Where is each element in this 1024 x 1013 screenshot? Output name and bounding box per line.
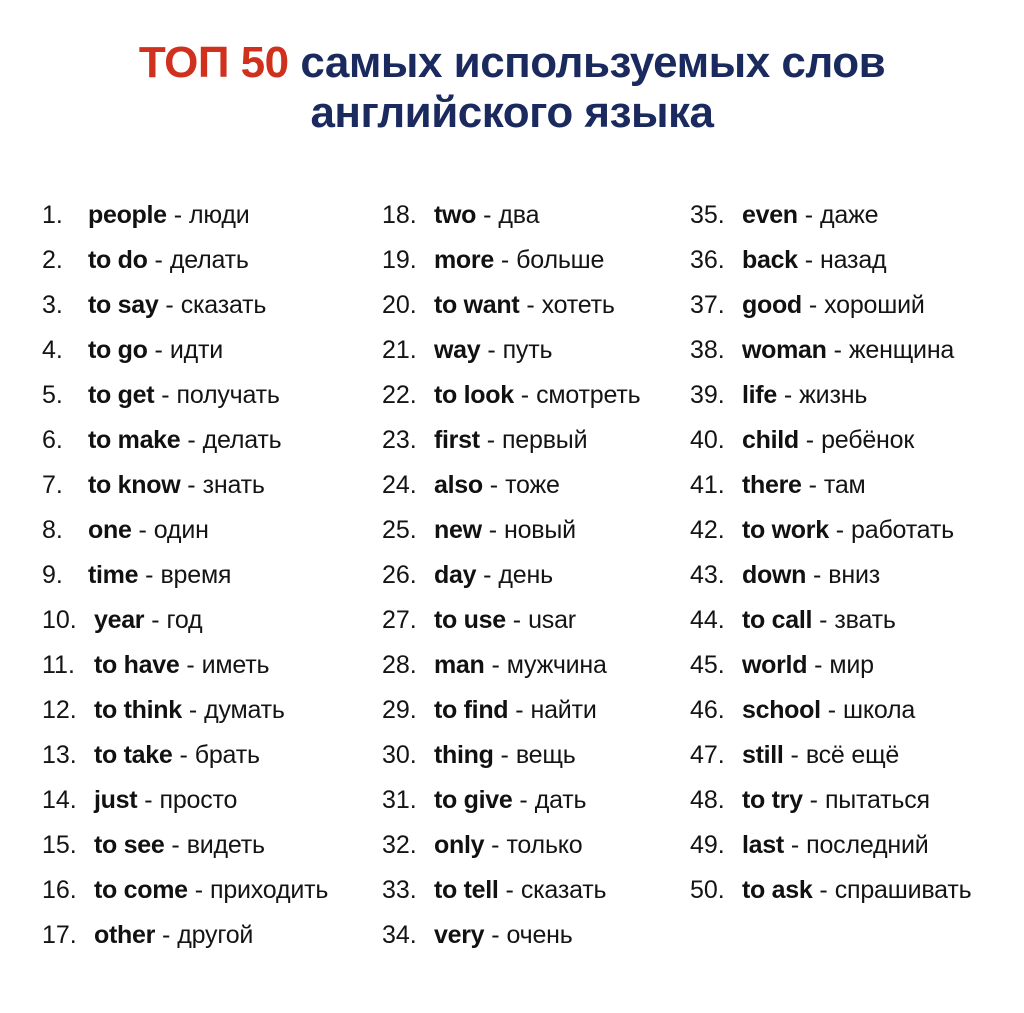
item-number: 9.: [42, 561, 63, 589]
word-separator: -: [833, 336, 842, 364]
word-separator: -: [505, 876, 514, 904]
item-number: 5.: [42, 381, 63, 409]
russian-translation: дать: [534, 786, 587, 814]
item-number: 13.: [42, 741, 77, 769]
item-number: 23.: [382, 426, 417, 454]
english-word: to ask: [742, 876, 813, 904]
word-column-3: [690, 193, 1020, 913]
english-word: to come: [94, 876, 188, 904]
item-number: 26.: [382, 561, 417, 589]
russian-translation: просто: [159, 786, 238, 814]
russian-translation: видеть: [186, 831, 265, 859]
word-separator: -: [526, 291, 535, 319]
item-number: 35.: [690, 201, 725, 229]
item-number: 33.: [382, 876, 417, 904]
english-word: other: [94, 921, 156, 949]
word-separator: -: [805, 426, 815, 454]
word-separator: -: [808, 471, 817, 499]
russian-translation: женщина: [848, 336, 955, 364]
word-list-item: [42, 598, 372, 643]
word-list-item: [382, 553, 712, 598]
item-number: 3.: [42, 291, 63, 319]
russian-translation: спрашивать: [834, 876, 972, 904]
english-word: life: [742, 381, 777, 409]
english-word: one: [88, 516, 132, 544]
item-number: 14.: [42, 786, 77, 814]
word-separator: -: [486, 426, 496, 454]
title-line-2: английского языка: [310, 88, 714, 137]
word-list-item: [690, 778, 1020, 823]
item-number: 37.: [690, 291, 725, 319]
russian-translation: новый: [503, 516, 576, 544]
word-list-item: [382, 328, 712, 373]
word-separator: -: [154, 246, 163, 274]
english-word: to take: [94, 741, 173, 769]
russian-translation: назад: [820, 246, 887, 274]
english-word: to go: [88, 336, 148, 364]
russian-translation: мир: [829, 651, 874, 679]
english-word: world: [742, 651, 808, 679]
english-word: to get: [88, 381, 155, 409]
russian-translation: вещь: [515, 741, 576, 769]
russian-translation: делать: [169, 246, 249, 274]
word-separator: -: [804, 246, 814, 274]
word-column-2: [382, 193, 712, 958]
word-separator: -: [487, 336, 496, 364]
english-word: thing: [434, 741, 494, 769]
word-separator: -: [187, 426, 196, 454]
russian-translation: хороший: [824, 291, 925, 319]
word-separator: -: [144, 786, 153, 814]
item-number: 6.: [42, 426, 63, 454]
word-separator: -: [519, 786, 528, 814]
word-list-item: [382, 238, 712, 283]
word-list-item: [690, 238, 1020, 283]
word-list-item: [42, 328, 372, 373]
item-number: 41.: [690, 471, 725, 499]
word-list-item: [382, 688, 712, 733]
english-word: time: [88, 561, 139, 589]
russian-translation: звать: [834, 606, 896, 634]
item-number: 15.: [42, 831, 77, 859]
russian-translation: хотеть: [541, 291, 615, 319]
item-number: 36.: [690, 246, 725, 274]
word-list-item: [382, 463, 712, 508]
word-separator: -: [161, 921, 171, 949]
item-number: 22.: [382, 381, 417, 409]
page-title: [0, 38, 1024, 138]
english-word: to see: [94, 831, 165, 859]
word-list-item: [382, 418, 712, 463]
russian-translation: первый: [501, 426, 588, 454]
word-separator: -: [790, 831, 800, 859]
word-separator: -: [491, 651, 500, 679]
item-number: 11.: [42, 651, 75, 679]
word-list-item: [690, 868, 1020, 913]
item-number: 10.: [42, 606, 77, 634]
word-list-item: [42, 733, 372, 778]
word-separator: -: [154, 336, 163, 364]
item-number: 46.: [690, 696, 725, 724]
item-number: 16.: [42, 876, 77, 904]
russian-translation: день: [498, 561, 553, 589]
word-separator: -: [783, 381, 793, 409]
english-word: day: [434, 561, 477, 589]
english-word: first: [434, 426, 480, 454]
word-separator: -: [500, 741, 509, 769]
english-word: good: [742, 291, 802, 319]
russian-translation: делать: [202, 426, 282, 454]
word-separator: -: [488, 516, 498, 544]
russian-translation: один: [153, 516, 209, 544]
word-separator: -: [179, 741, 188, 769]
word-list-item: [42, 778, 372, 823]
item-number: 28.: [382, 651, 417, 679]
word-list-item: [42, 283, 372, 328]
item-number: 34.: [382, 921, 417, 949]
word-separator: -: [809, 786, 818, 814]
english-word: to do: [88, 246, 148, 274]
word-list-item: [382, 823, 712, 868]
russian-translation: два: [498, 201, 540, 229]
word-separator: -: [171, 831, 180, 859]
russian-translation: очень: [506, 921, 573, 949]
english-word: last: [742, 831, 784, 859]
russian-translation: иметь: [201, 651, 270, 679]
english-word: even: [742, 201, 798, 229]
english-word: school: [742, 696, 821, 724]
word-list-item: [690, 823, 1020, 868]
word-list-item: [382, 778, 712, 823]
word-list-item: [382, 868, 712, 913]
russian-translation: сказать: [180, 291, 267, 319]
word-separator: -: [813, 561, 822, 589]
item-number: 43.: [690, 561, 725, 589]
word-list-item: [690, 643, 1020, 688]
word-separator: -: [790, 741, 799, 769]
russian-translation: год: [166, 606, 203, 634]
item-number: 7.: [42, 471, 63, 499]
word-separator: -: [145, 561, 154, 589]
english-word: year: [94, 606, 145, 634]
english-word: to tell: [434, 876, 499, 904]
item-number: 2.: [42, 246, 63, 274]
english-word: to find: [434, 696, 509, 724]
word-list-item: [382, 283, 712, 328]
russian-translation: жизнь: [799, 381, 868, 409]
english-word: just: [94, 786, 138, 814]
english-word: only: [434, 831, 485, 859]
russian-translation: пытаться: [824, 786, 930, 814]
word-list-item: [690, 688, 1020, 733]
word-separator: -: [827, 696, 837, 724]
english-word: man: [434, 651, 485, 679]
english-word: to give: [434, 786, 513, 814]
word-list-item: [690, 328, 1020, 373]
word-list-item: [382, 373, 712, 418]
item-number: 32.: [382, 831, 417, 859]
russian-translation: знать: [202, 471, 265, 499]
word-list-item: [382, 643, 712, 688]
word-separator: -: [512, 606, 522, 634]
word-list-item: [42, 463, 372, 508]
word-list-item: [42, 643, 372, 688]
item-number: 12.: [42, 696, 77, 724]
english-word: to think: [94, 696, 182, 724]
item-number: 47.: [690, 741, 725, 769]
word-list-item: [42, 508, 372, 553]
word-separator: -: [483, 561, 492, 589]
item-number: 19.: [382, 246, 417, 274]
word-separator: -: [138, 516, 147, 544]
word-list-item: [690, 283, 1020, 328]
word-separator: -: [808, 291, 818, 319]
russian-translation: смотреть: [536, 381, 641, 409]
word-separator: -: [151, 606, 160, 634]
item-number: 18.: [382, 201, 417, 229]
russian-translation: всё ещё: [805, 741, 900, 769]
word-column-1: [42, 193, 372, 958]
word-separator: -: [186, 651, 195, 679]
english-word: to have: [94, 651, 180, 679]
russian-translation: только: [506, 831, 583, 859]
english-word: to try: [742, 786, 803, 814]
english-word: to want: [434, 291, 520, 319]
english-word: back: [742, 246, 798, 274]
russian-translation: найти: [530, 696, 597, 724]
word-list-item: [690, 553, 1020, 598]
word-separator: -: [483, 201, 492, 229]
item-number: 39.: [690, 381, 725, 409]
word-separator: -: [520, 381, 530, 409]
item-number: 25.: [382, 516, 417, 544]
item-number: 40.: [690, 426, 725, 454]
word-list-item: [42, 823, 372, 868]
word-list-item: [690, 463, 1020, 508]
english-word: very: [434, 921, 485, 949]
russian-translation: школа: [843, 696, 916, 724]
word-list-item: [382, 598, 712, 643]
word-separator: -: [194, 876, 204, 904]
word-separator: -: [165, 291, 174, 319]
word-list-item: [690, 598, 1020, 643]
word-list-item: [42, 868, 372, 913]
word-separator: -: [814, 651, 823, 679]
word-list-item: [382, 508, 712, 553]
word-list-item: [690, 373, 1020, 418]
item-number: 1.: [42, 201, 63, 229]
word-separator: -: [819, 876, 828, 904]
russian-translation: время: [160, 561, 232, 589]
english-word: to call: [742, 606, 813, 634]
russian-translation: получать: [176, 381, 280, 409]
english-word: to know: [88, 471, 181, 499]
word-separator: -: [500, 246, 510, 274]
english-word: new: [434, 516, 482, 544]
russian-translation: там: [823, 471, 866, 499]
word-separator: -: [515, 696, 524, 724]
russian-translation: последний: [806, 831, 929, 859]
item-number: 48.: [690, 786, 725, 814]
word-list-item: [42, 373, 372, 418]
item-number: 42.: [690, 516, 725, 544]
item-number: 31.: [382, 786, 417, 814]
item-number: 20.: [382, 291, 417, 319]
word-separator: -: [489, 471, 499, 499]
russian-translation: даже: [820, 201, 879, 229]
word-list-item: [382, 913, 712, 958]
english-word: to work: [742, 516, 829, 544]
item-number: 8.: [42, 516, 63, 544]
item-number: 49.: [690, 831, 725, 859]
word-separator: -: [819, 606, 828, 634]
russian-translation: мужчина: [506, 651, 607, 679]
russian-translation: думать: [204, 696, 285, 724]
russian-translation: идти: [169, 336, 223, 364]
english-word: child: [742, 426, 799, 454]
item-number: 4.: [42, 336, 63, 364]
russian-translation: usar: [528, 606, 576, 634]
word-separator: -: [804, 201, 814, 229]
item-number: 38.: [690, 336, 725, 364]
word-separator: -: [173, 201, 183, 229]
english-word: to use: [434, 606, 506, 634]
item-number: 50.: [690, 876, 725, 904]
word-separator: -: [491, 831, 500, 859]
word-list-item: [690, 418, 1020, 463]
item-number: 44.: [690, 606, 725, 634]
title-line-1-rest: самых используемых слов: [300, 38, 886, 87]
english-word: two: [434, 201, 477, 229]
word-list-item: [42, 418, 372, 463]
item-number: 27.: [382, 606, 417, 634]
english-word: down: [742, 561, 807, 589]
word-separator: -: [161, 381, 170, 409]
english-word: woman: [742, 336, 827, 364]
word-list-item: [42, 193, 372, 238]
item-number: 17.: [42, 921, 77, 949]
word-list-item: [42, 238, 372, 283]
russian-translation: вниз: [828, 561, 881, 589]
word-separator: -: [491, 921, 500, 949]
russian-translation: сказать: [520, 876, 607, 904]
item-number: 45.: [690, 651, 725, 679]
title-line-1: [0, 38, 1024, 88]
word-list-item: [690, 193, 1020, 238]
russian-translation: путь: [502, 336, 553, 364]
item-number: 29.: [382, 696, 417, 724]
english-word: to make: [88, 426, 181, 454]
word-list-item: [690, 733, 1020, 778]
word-list-item: [42, 688, 372, 733]
word-list-item: [382, 733, 712, 778]
russian-translation: ребёнок: [821, 426, 915, 454]
english-word: people: [88, 201, 167, 229]
english-word: there: [742, 471, 802, 499]
word-list-item: [42, 553, 372, 598]
russian-translation: тоже: [505, 471, 560, 499]
word-separator: -: [187, 471, 196, 499]
item-number: 24.: [382, 471, 417, 499]
word-list-item: [42, 913, 372, 958]
english-word: more: [434, 246, 494, 274]
item-number: 30.: [382, 741, 417, 769]
title-highlight: ТОП 50: [138, 38, 289, 87]
word-separator: -: [188, 696, 198, 724]
english-word: also: [434, 471, 483, 499]
english-word: way: [434, 336, 481, 364]
english-word: to say: [88, 291, 159, 319]
english-word: still: [742, 741, 784, 769]
russian-translation: работать: [851, 516, 954, 544]
russian-translation: другой: [177, 921, 254, 949]
russian-translation: приходить: [209, 876, 329, 904]
word-list-item: [382, 193, 712, 238]
item-number: 21.: [382, 336, 417, 364]
english-word: to look: [434, 381, 514, 409]
russian-translation: брать: [194, 741, 260, 769]
russian-translation: больше: [516, 246, 605, 274]
word-list-item: [690, 508, 1020, 553]
russian-translation: люди: [189, 201, 250, 229]
word-separator: -: [835, 516, 845, 544]
